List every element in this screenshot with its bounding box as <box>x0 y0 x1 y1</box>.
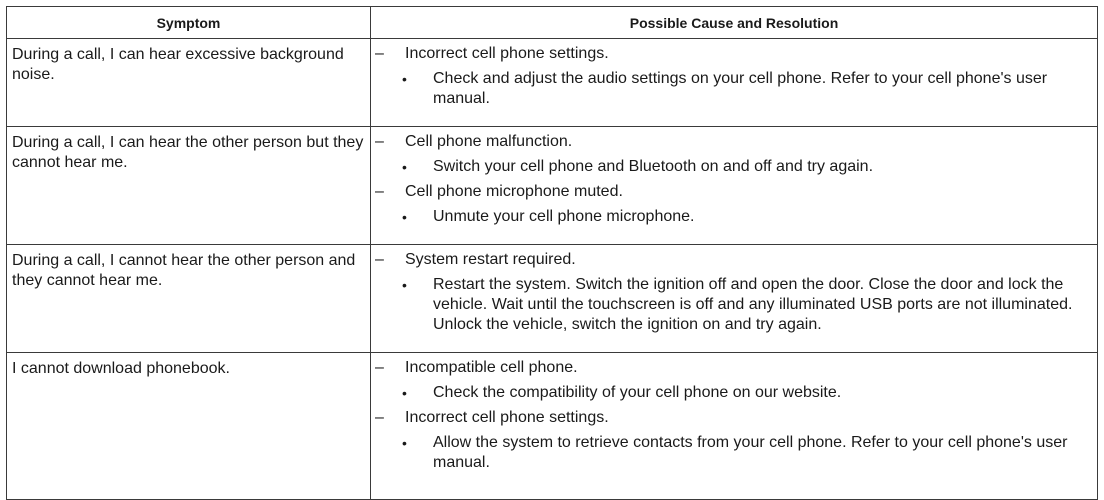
cause-text: Incorrect cell phone settings. <box>405 409 609 426</box>
resolution-item <box>371 433 1091 473</box>
cause-item <box>371 408 1091 428</box>
table-row <box>7 127 1098 245</box>
dash-marker: – <box>375 45 384 62</box>
cause-text: System restart required. <box>405 251 576 268</box>
resolution-text: Check and adjust the audio settings on your cell phone. Refer to your cell phone's user manual. <box>433 70 1048 107</box>
cause-item <box>371 250 1091 270</box>
table-row <box>7 245 1098 353</box>
dash-marker: – <box>375 359 384 376</box>
resolution-text: Unmute your cell phone microphone. <box>433 208 695 225</box>
bullet-marker: • <box>402 71 407 87</box>
cause-cell <box>371 353 1098 500</box>
resolution-text: Check the compatibility of your cell phone on our website. <box>433 384 842 401</box>
resolution-item <box>371 383 1091 403</box>
symptom-cell: During a call, I cannot hear the other person and they cannot hear me. <box>7 245 371 353</box>
dash-marker: – <box>375 251 384 268</box>
header-row <box>7 7 1098 39</box>
cause-cell <box>371 39 1098 127</box>
symptom-cell: I cannot download phonebook. <box>7 353 371 500</box>
resolution-item <box>371 69 1091 109</box>
resolution-text: Restart the system. Switch the ignition off and open the door. Close the door and lock the vehicle. Wait until the touchscreen is off and any illuminated USB ports are not illuminated. Unlock the vehicle, switch the ignition on and try again. <box>433 276 1073 333</box>
table-row <box>7 39 1098 127</box>
bullet-marker: • <box>402 435 407 451</box>
cause-cell <box>371 245 1098 353</box>
dash-marker: – <box>375 133 384 150</box>
troubleshooting-table <box>6 6 1098 500</box>
cause-text: Incompatible cell phone. <box>405 359 578 376</box>
cause-cell <box>371 127 1098 245</box>
cause-item <box>371 44 1091 64</box>
cause-item <box>371 182 1091 202</box>
bullet-marker: • <box>402 277 407 293</box>
resolution-text: Switch your cell phone and Bluetooth on and off and try again. <box>433 158 874 175</box>
cause-text: Cell phone microphone muted. <box>405 183 623 200</box>
resolution-text: Allow the system to retrieve contacts from your cell phone. Refer to your cell phone's user manual. <box>433 434 1068 471</box>
table-row <box>7 353 1098 500</box>
resolution-item <box>371 275 1091 335</box>
bullet-marker: • <box>402 159 407 175</box>
symptom-cell: During a call, I can hear excessive background noise. <box>7 39 371 127</box>
cause-item <box>371 132 1091 152</box>
bullet-marker: • <box>402 385 407 401</box>
bullet-marker: • <box>402 209 407 225</box>
resolution-item <box>371 207 1091 227</box>
symptom-column-header: Symptom <box>7 7 371 39</box>
cause-text: Cell phone malfunction. <box>405 133 573 150</box>
cause-column-header: Possible Cause and Resolution <box>371 7 1098 39</box>
symptom-cell: During a call, I can hear the other person but they cannot hear me. <box>7 127 371 245</box>
dash-marker: – <box>375 409 384 426</box>
cause-item <box>371 358 1091 378</box>
cause-text: Incorrect cell phone settings. <box>405 45 609 62</box>
dash-marker: – <box>375 183 384 200</box>
resolution-item <box>371 157 1091 177</box>
